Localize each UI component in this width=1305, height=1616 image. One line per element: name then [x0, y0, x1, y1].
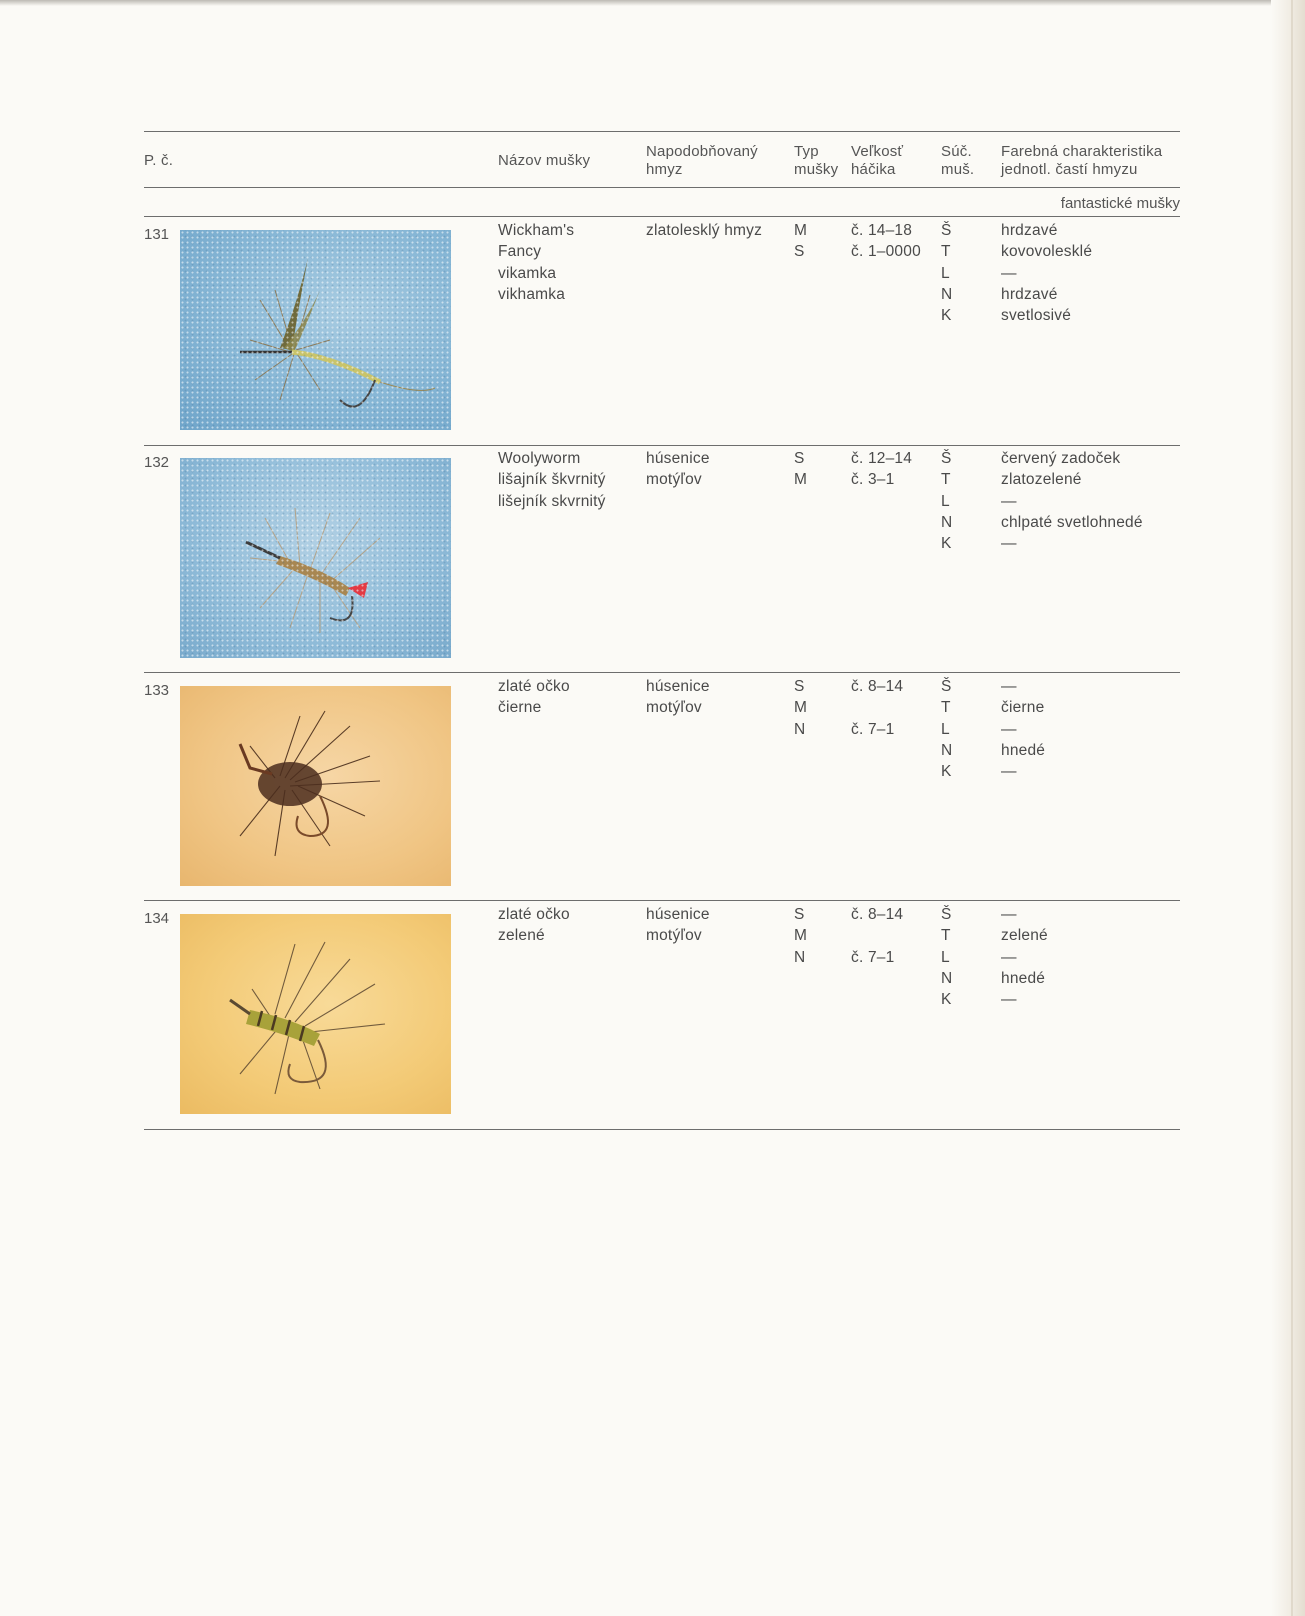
hook-line: č. 3–1 — [851, 471, 895, 489]
header-hook-line1: Veľkosť — [851, 143, 904, 160]
insect-line: húsenice — [646, 678, 710, 695]
fly-types — [794, 676, 807, 740]
fly-name-line: lišejník skvrnitý — [498, 492, 606, 510]
hook-line: č. 7–1 — [851, 948, 895, 966]
row-number: 133 — [144, 682, 170, 699]
color-line: zelené — [1001, 927, 1048, 945]
part-line: N — [941, 741, 953, 759]
fly-photo-131 — [180, 230, 451, 430]
row-separator — [144, 672, 1180, 673]
type-line: M — [794, 222, 808, 239]
fly-parts — [941, 904, 952, 1010]
section-rule — [144, 216, 1180, 217]
fly-name-line: Fancy — [498, 243, 542, 261]
fly-photo-133 — [180, 686, 451, 886]
type-line: S — [794, 906, 805, 923]
color-line: hrdzavé — [1001, 285, 1058, 303]
color-line: chlpaté svetlohnedé — [1001, 513, 1143, 531]
table-top-rule — [144, 131, 1180, 132]
imitated-insect — [646, 904, 710, 947]
part-line: Š — [941, 678, 952, 695]
fly-name-line: čierne — [498, 699, 542, 717]
hook-line: č. 1–0000 — [851, 243, 921, 261]
part-line: K — [941, 307, 952, 325]
color-line: kovovolesklé — [1001, 243, 1093, 261]
header-hook-line2: háčika — [851, 161, 896, 178]
row-separator — [144, 445, 1180, 446]
color-line: čierne — [1001, 699, 1045, 717]
type-line: N — [794, 948, 806, 966]
fly-name-line: Wickham's — [498, 222, 575, 239]
header-type-line2: mušky — [794, 161, 839, 178]
fly-name-line: zlaté očko — [498, 906, 570, 923]
header-parts-line2: muš. — [941, 161, 975, 178]
hook-sizes — [851, 676, 903, 740]
type-line: S — [794, 243, 805, 261]
imitated-insect — [646, 220, 762, 241]
row-number: 131 — [144, 226, 170, 243]
part-line: K — [941, 763, 952, 781]
hook-line — [851, 925, 903, 946]
color-line: — — [1001, 535, 1017, 553]
color-line: hrdzavé — [1001, 222, 1058, 239]
part-line: L — [941, 720, 950, 738]
black-fly-illustration — [180, 686, 451, 886]
fly-name-line: Woolyworm — [498, 450, 581, 467]
part-line: Š — [941, 906, 952, 923]
color-line: — — [1001, 678, 1017, 695]
fly-name-line: zlaté očko — [498, 678, 570, 695]
color-line: — — [1001, 264, 1017, 282]
photo-texture — [180, 458, 451, 658]
row-separator — [144, 900, 1180, 901]
header-color-line2: jednotl. častí hmyzu — [1001, 161, 1138, 178]
header-parts-line1: Súč. — [941, 143, 972, 160]
hook-line: č. 8–14 — [851, 906, 904, 923]
hook-line: č. 14–18 — [851, 222, 913, 239]
type-line: N — [794, 720, 806, 738]
fly-names — [498, 676, 570, 719]
part-colors — [1001, 448, 1143, 554]
color-line: — — [1001, 763, 1017, 781]
color-line: — — [1001, 720, 1017, 738]
type-line: M — [794, 699, 808, 717]
fly-name-line: zelené — [498, 927, 545, 945]
color-line: hnedé — [1001, 741, 1046, 759]
type-line: S — [794, 678, 805, 695]
part-line: K — [941, 535, 952, 553]
color-line: svetlosivé — [1001, 307, 1072, 325]
fly-parts — [941, 448, 952, 554]
fly-parts — [941, 676, 952, 782]
header-bottom-rule — [144, 187, 1180, 188]
header-insect — [646, 143, 758, 179]
green-fly-illustration — [180, 914, 451, 1114]
hook-line: č. 12–14 — [851, 450, 913, 467]
imitated-insect — [646, 676, 710, 719]
part-colors — [1001, 676, 1045, 782]
fly-names — [498, 448, 606, 512]
page-spine-line — [1291, 0, 1293, 1616]
part-line: N — [941, 513, 953, 531]
header-parts — [941, 143, 974, 179]
insect-line: motýľov — [646, 699, 702, 717]
part-colors — [1001, 904, 1048, 1010]
part-line: T — [941, 243, 951, 261]
page-spine-shadow — [1271, 0, 1305, 1616]
part-line: L — [941, 264, 950, 282]
fly-types — [794, 220, 807, 263]
part-line: K — [941, 991, 952, 1009]
fly-photo-132 — [180, 458, 451, 658]
type-line: M — [794, 927, 808, 945]
fly-types — [794, 904, 807, 968]
hook-line — [851, 697, 903, 718]
table-bottom-rule — [144, 1129, 1180, 1130]
part-colors — [1001, 220, 1092, 326]
color-line: červený zadoček — [1001, 450, 1121, 467]
header-insect-line1: Napodobňovaný — [646, 143, 758, 160]
color-line: — — [1001, 991, 1017, 1009]
fly-names — [498, 904, 570, 947]
type-line: M — [794, 471, 808, 489]
header-type-line1: Typ — [794, 143, 819, 160]
part-line: Š — [941, 450, 952, 467]
hook-sizes — [851, 904, 903, 968]
insect-line: motýľov — [646, 471, 702, 489]
fly-parts — [941, 220, 952, 326]
row-number: 132 — [144, 454, 170, 471]
header-color-line1: Farebná charakteristika — [1001, 143, 1163, 160]
part-line: Š — [941, 222, 952, 239]
part-line: T — [941, 927, 951, 945]
header-color — [1001, 143, 1162, 179]
part-line: N — [941, 285, 953, 303]
imitated-insect — [646, 448, 710, 491]
header-name: Názov mušky — [498, 152, 591, 169]
photo-texture — [180, 230, 451, 430]
insect-line: zlatolesklý hmyz — [646, 222, 763, 239]
color-line: — — [1001, 492, 1017, 510]
part-line: L — [941, 948, 950, 966]
fly-name-line: vikhamka — [498, 285, 566, 303]
header-number: P. č. — [144, 152, 174, 169]
part-line: T — [941, 471, 951, 489]
part-line: N — [941, 969, 953, 987]
color-line: — — [1001, 906, 1017, 923]
part-line: L — [941, 492, 950, 510]
insect-line: motýľov — [646, 927, 702, 945]
color-line: zlatozelené — [1001, 471, 1082, 489]
header-hook — [851, 143, 903, 179]
hook-line: č. 8–14 — [851, 678, 904, 695]
hook-line: č. 7–1 — [851, 720, 895, 738]
page-top-edge — [0, 0, 1305, 6]
fly-names — [498, 220, 574, 305]
hook-sizes — [851, 220, 921, 263]
hook-sizes — [851, 448, 912, 491]
fly-name-line: lišajník škvrnitý — [498, 471, 606, 489]
color-line: — — [1001, 948, 1017, 966]
fly-name-line: vikamka — [498, 264, 557, 282]
row-number: 134 — [144, 910, 170, 927]
section-label: fantastické mušky — [1060, 195, 1180, 212]
color-line: hnedé — [1001, 969, 1046, 987]
header-type — [794, 143, 838, 179]
part-line: T — [941, 699, 951, 717]
insect-line: húsenice — [646, 906, 710, 923]
fly-types — [794, 448, 807, 491]
type-line: S — [794, 450, 805, 467]
fly-photo-134 — [180, 914, 451, 1114]
insect-line: húsenice — [646, 450, 710, 467]
header-insect-line2: hmyz — [646, 161, 683, 178]
